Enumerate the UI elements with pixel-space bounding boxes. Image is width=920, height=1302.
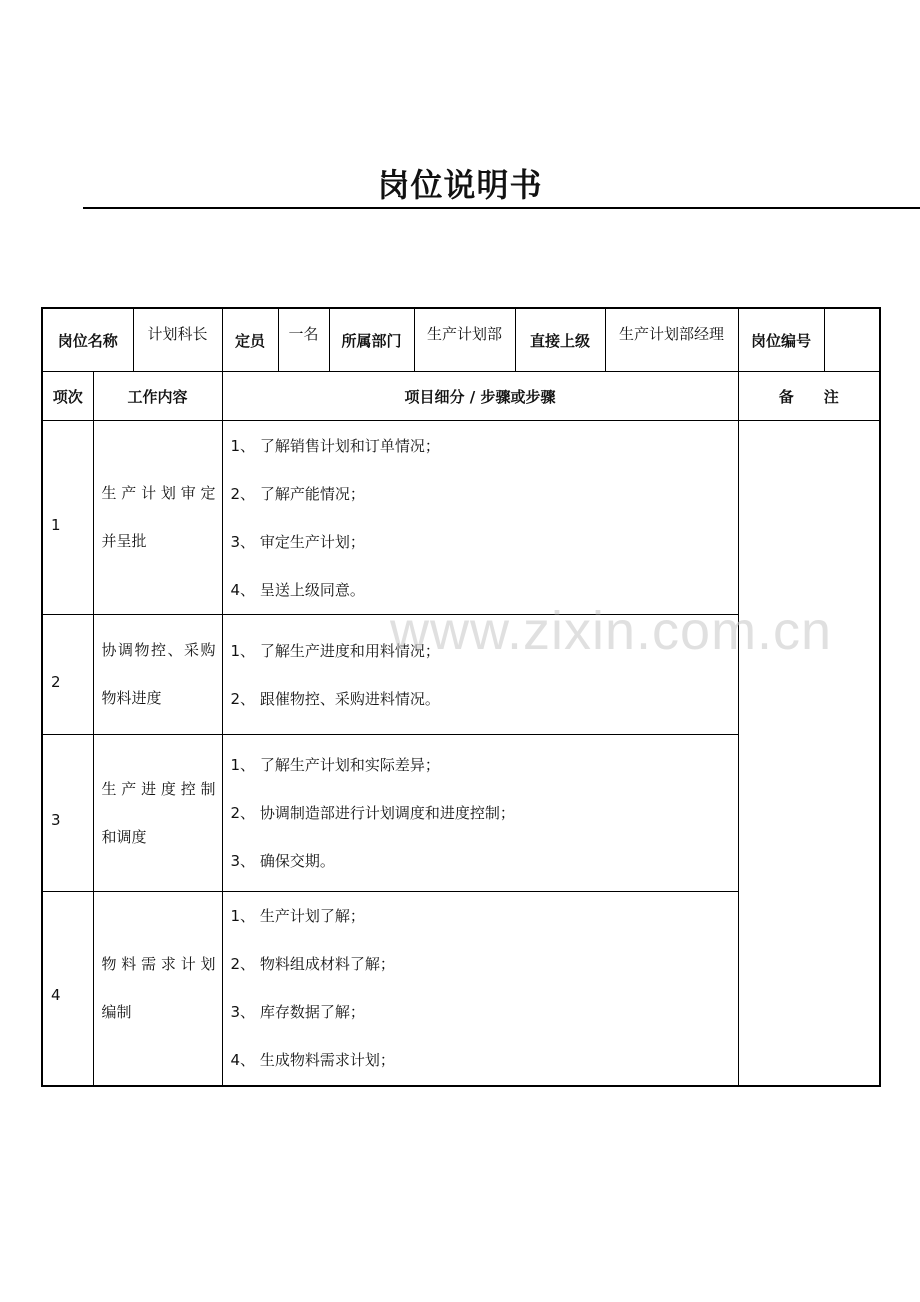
row-index: 1 [42, 421, 93, 615]
headcount-label: 定员 [222, 308, 278, 372]
table-row [42, 421, 880, 615]
department-label: 所属部门 [329, 308, 414, 372]
row-duty-line1: 协调物控、采购 [101, 641, 216, 659]
department-value: 生产计划部 [414, 308, 515, 372]
remark-cell [738, 421, 880, 1086]
supervisor-label: 直接上级 [515, 308, 605, 372]
headcount-value: 一名 [278, 308, 329, 372]
row-steps [222, 421, 738, 615]
step-item: 1、 了解生产计划和实际差异； [230, 756, 440, 774]
row-duty [93, 892, 222, 1086]
step-item: 2、 协调制造部进行计划调度和进度控制； [230, 804, 515, 822]
header-row-position-info [42, 308, 880, 372]
title-underline [83, 207, 920, 209]
column-header-remark: 备 注 [738, 372, 880, 421]
row-duty-line1: 物料需求计划 [101, 954, 216, 973]
row-index: 2 [42, 615, 93, 735]
row-duty [93, 735, 222, 892]
row-steps [222, 735, 738, 892]
step-item: 1、 了解销售计划和订单情况； [230, 436, 440, 455]
row-duty-line1: 生产计划审定 [101, 484, 216, 502]
step-item: 3、 审定生产计划； [230, 532, 365, 551]
job-description-table [41, 307, 881, 1087]
step-item: 2、 了解产能情况； [230, 484, 365, 503]
row-duty-line1: 生产进度控制 [101, 779, 216, 798]
row-steps [222, 892, 738, 1086]
column-header-content: 工作内容 [93, 372, 222, 421]
step-item: 1、 生产计划了解； [230, 907, 365, 926]
position-name-value: 计划科长 [133, 308, 222, 372]
column-header-index: 项次 [42, 372, 93, 421]
column-header-row [42, 372, 880, 421]
column-header-steps: 项目细分 / 步骤或步骤 [222, 372, 738, 421]
supervisor-value: 生产计划部经理 [605, 308, 738, 372]
step-item: 1、 了解生产进度和用料情况； [230, 641, 440, 660]
step-item: 2、 跟催物控、采购进料情况。 [230, 689, 440, 708]
position-code-label: 岗位编号 [738, 308, 824, 372]
row-duty [93, 421, 222, 615]
step-item: 3、 确保交期。 [230, 852, 335, 870]
page-title: 岗位说明书 [377, 166, 543, 204]
row-duty-line2: 并呈批 [101, 532, 147, 550]
step-item: 4、 呈送上级同意。 [230, 580, 365, 599]
step-item: 4、 生成物料需求计划； [230, 1051, 395, 1070]
step-item: 2、 物料组成材料了解； [230, 955, 395, 974]
step-item: 3、 库存数据了解； [230, 1003, 365, 1022]
row-duty [93, 615, 222, 735]
row-duty-line2: 物料进度 [101, 689, 162, 707]
row-index: 4 [42, 892, 93, 1086]
watermark-text: www.zixin.com.cn [390, 601, 833, 661]
row-duty-line2: 和调度 [101, 827, 147, 846]
row-index: 3 [42, 735, 93, 892]
position-code-value [824, 308, 880, 372]
position-name-label: 岗位名称 [42, 308, 133, 372]
row-duty-line2: 编制 [101, 1002, 132, 1021]
